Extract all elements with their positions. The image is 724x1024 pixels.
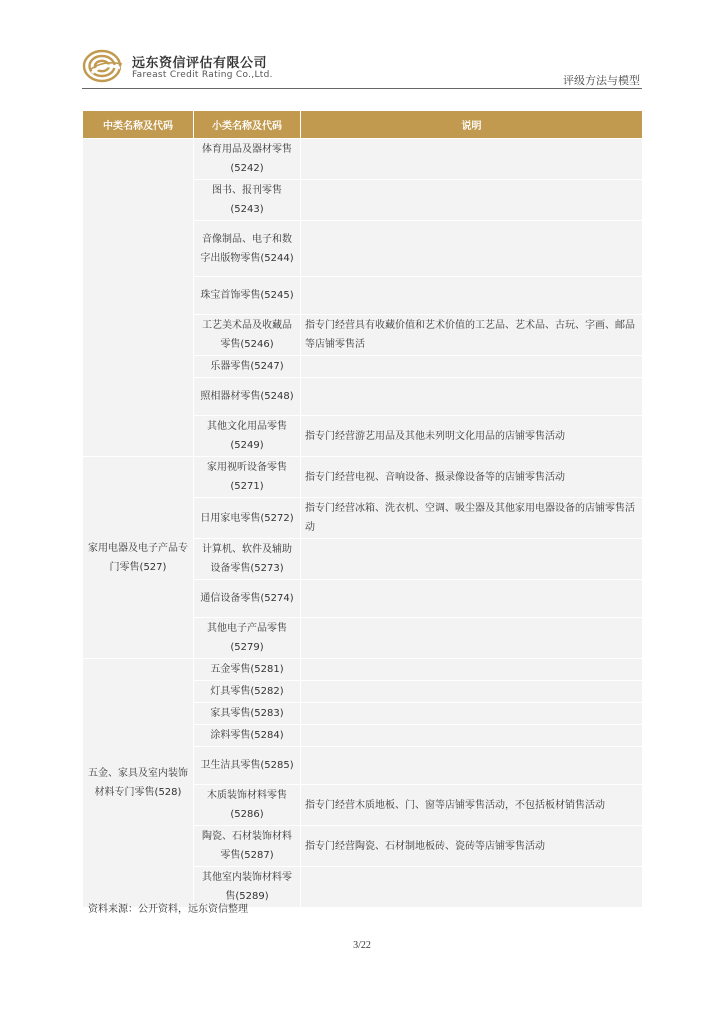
- description-cell: [301, 539, 643, 580]
- sub-category-cell: 陶瓷、石材装饰材料零售(5287): [194, 826, 301, 867]
- document-section-title: 评级方法与模型: [563, 74, 640, 87]
- description-cell: [301, 618, 643, 659]
- page-header: [82, 48, 642, 90]
- description-cell: [301, 659, 643, 681]
- sub-category-cell: 其他电子产品零售(5279): [194, 618, 301, 659]
- description-cell: 指专门经营电视、音响设备、摄录像设备等的店铺零售活动: [301, 457, 643, 498]
- description-cell: [301, 725, 643, 747]
- sub-category-cell: 照相器材零售(5248): [194, 378, 301, 416]
- description-cell: 指专门经营游艺用品及其他未列明文化用品的店铺零售活动: [301, 416, 643, 457]
- source-note: 资料来源：公开资料，远东资信整理: [88, 904, 248, 915]
- column-header-sub: 小类名称及代码: [194, 111, 301, 139]
- sub-category-cell: 珠宝首饰零售(5245): [194, 277, 301, 315]
- description-cell: [301, 747, 643, 785]
- description-cell: [301, 378, 643, 416]
- sub-category-cell: 计算机、软件及辅助设备零售(5273): [194, 539, 301, 580]
- sub-category-cell: 灯具零售(5282): [194, 681, 301, 703]
- sub-category-cell: 家具零售(5283): [194, 703, 301, 725]
- header-divider: [82, 88, 642, 89]
- mid-category-cell: 五金、家具及室内装饰材料专门零售(528): [83, 659, 194, 908]
- description-cell: 指专门经营陶瓷、石材制地板砖、瓷砖等店铺零售活动: [301, 826, 643, 867]
- sub-category-cell: 其他文化用品零售(5249): [194, 416, 301, 457]
- sub-category-cell: 图书、报刊零售(5243): [194, 180, 301, 221]
- sub-category-cell: 涂料零售(5284): [194, 725, 301, 747]
- sub-category-cell: 日用家电零售(5272): [194, 498, 301, 539]
- sub-category-cell: 五金零售(5281): [194, 659, 301, 681]
- description-cell: [301, 139, 643, 180]
- table-row: [83, 139, 643, 180]
- description-cell: [301, 277, 643, 315]
- column-header-mid: 中类名称及代码: [83, 111, 194, 139]
- column-header-desc: 说明: [301, 111, 643, 139]
- mid-category-cell: [83, 139, 194, 457]
- sub-category-cell: 音像制品、电子和数字出版物零售(5244): [194, 221, 301, 277]
- description-cell: 指专门经营具有收藏价值和艺术价值的工艺品、艺术品、古玩、字画、邮品等店铺零售活: [301, 315, 643, 356]
- industry-classification-table: [82, 110, 643, 908]
- mid-category-cell: 家用电器及电子产品专门零售(527): [83, 457, 194, 659]
- description-cell: [301, 867, 643, 908]
- sub-category-cell: 木质装饰材料零售(5286): [194, 785, 301, 826]
- sub-category-cell: 工艺美术品及收藏品零售(5246): [194, 315, 301, 356]
- description-cell: [301, 703, 643, 725]
- sub-category-cell: 乐器零售(5247): [194, 356, 301, 378]
- sub-category-cell: 家用视听设备零售(5271): [194, 457, 301, 498]
- company-name-en: Fareast Credit Rating Co.,Ltd.: [132, 70, 273, 80]
- description-cell: 指专门经营木质地板、门、窗等店铺零售活动，不包括板材销售活动: [301, 785, 643, 826]
- description-cell: [301, 221, 643, 277]
- table-row: [83, 659, 643, 681]
- sub-category-cell: 体育用品及器材零售(5242): [194, 139, 301, 180]
- description-cell: 指专门经营冰箱、洗衣机、空调、吸尘器及其他家用电器设备的店铺零售活动: [301, 498, 643, 539]
- sub-category-cell: 其他室内装饰材料零售(5289): [194, 867, 301, 908]
- company-logo-icon: [82, 48, 126, 84]
- page-number: 3/22: [353, 940, 371, 951]
- sub-category-cell: 卫生洁具零售(5285): [194, 747, 301, 785]
- company-name-cn: 远东资信评估有限公司: [132, 56, 268, 71]
- table-row: [83, 457, 643, 498]
- description-cell: [301, 180, 643, 221]
- description-cell: [301, 356, 643, 378]
- description-cell: [301, 681, 643, 703]
- table-header-row: [83, 111, 643, 139]
- description-cell: [301, 580, 643, 618]
- table-body: [83, 139, 643, 908]
- sub-category-cell: 通信设备零售(5274): [194, 580, 301, 618]
